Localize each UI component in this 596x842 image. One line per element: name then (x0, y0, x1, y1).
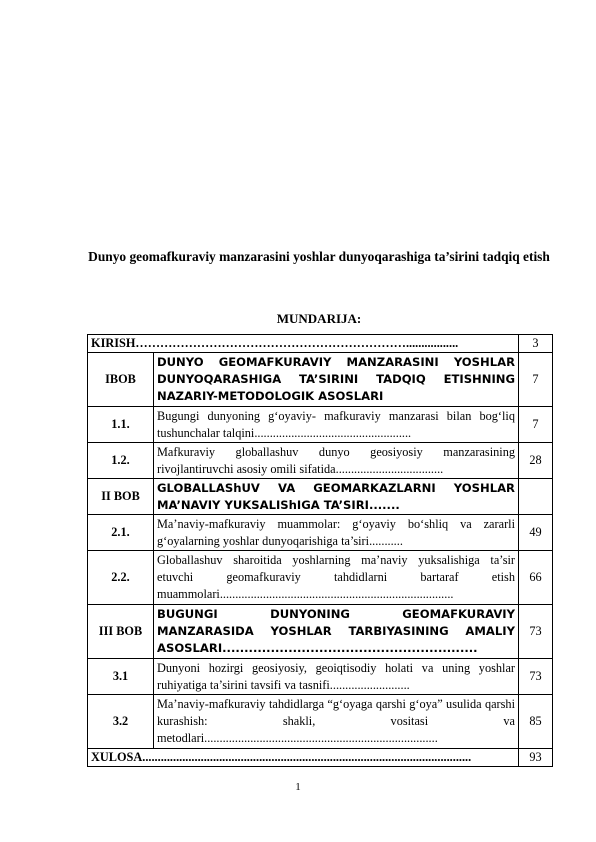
row-number: 2.2. (88, 551, 154, 605)
contents-heading: MUNDARIJA: (276, 311, 362, 326)
row-number: 2.1. (88, 515, 154, 551)
row-number: II BOB (88, 479, 154, 515)
row-page: 73 (519, 659, 553, 695)
toc-row-3-2 (88, 695, 553, 749)
row-title: DUNYO GEOMAFKURAVIY MANZARASINI YOSHLAR DUNYOQARASHIGA TA’SIRINI TADQIQ ETISHNING NAZARIY-METODOLOGIK ASOSLARI (154, 353, 519, 407)
page-number: 1 (295, 781, 301, 793)
row-title: Mafkuraviy globallashuv dunyo geosiyosiy manzarasining rivojlantiruvchi asosiy omili sifatida................................... (154, 443, 519, 479)
intro-label: KIRISH…………………………………………………………................. (88, 335, 519, 353)
toc-row-1-2 (88, 443, 553, 479)
toc-row-conclusion (88, 749, 553, 767)
row-number: IBOB (88, 353, 154, 407)
row-number: 3.1 (88, 659, 154, 695)
row-page: 73 (519, 605, 553, 659)
row-number: 1.1. (88, 407, 154, 443)
row-title: Globallashuv sharoitida yoshlarning ma’naviy yuksalishiga ta’sir etuvchi geomafkuraviy tahdidlarni bartaraf etish muammolari............................................................................ (154, 551, 519, 605)
toc-row-chapter-2 (88, 479, 553, 515)
row-title: GLOBALLAShUV VA GEOMARKAZLARNI YOSHLAR MA’NAVIY YUKSALIShIGA TA’SIRI....... (154, 479, 519, 515)
row-page: 7 (519, 353, 553, 407)
document-title: Dunyo geomafkuraviy manzarasini yoshlar dunyoqarashiga ta’sirini tadqiq etish (88, 249, 550, 264)
row-page: 28 (519, 443, 553, 479)
toc-row-intro (88, 335, 553, 353)
row-page: 49 (519, 515, 553, 551)
row-title: Dunyoni hozirgi geosiyosiy, geoiqtisodiy holati va uning yoshlar ruhiyatiga ta’sirini tavsifi va tasnifi.......................... (154, 659, 519, 695)
toc-row-2-1 (88, 515, 553, 551)
row-page (519, 479, 553, 515)
toc-row-3-1 (88, 659, 553, 695)
toc-row-chapter-1 (88, 353, 553, 407)
table-of-contents (87, 334, 553, 767)
row-page: 7 (519, 407, 553, 443)
row-number: 3.2 (88, 695, 154, 749)
row-title: BUGUNGI DUNYONING GEOMAFKURAVIY MANZARASIDA YOSHLAR TARBIYASINING AMALIY ASOSLARI.......................................................... (154, 605, 519, 659)
toc-row-2-2 (88, 551, 553, 605)
row-title: Ma’naviy-mafkuraviy tahdidlarga “g‘oyaga qarshi g‘oya” usulida qarshi kurashish: shakli, vositasi va metodlari............................................................................ (154, 695, 519, 749)
row-number: III BOB (88, 605, 154, 659)
row-number: 1.2. (88, 443, 154, 479)
row-title: Bugungi dunyoning g‘oyaviy- mafkuraviy manzarasi bilan bog‘liq tushunchalar talqini................................................... (154, 407, 519, 443)
row-page: 66 (519, 551, 553, 605)
row-page: 85 (519, 695, 553, 749)
row-title: Ma’naviy-mafkuraviy muammolar: g‘oyaviy bo‘shliq va zararli g‘oyalarning yoshlar dunyoqarishiga ta’siri........... (154, 515, 519, 551)
toc-row-1-1 (88, 407, 553, 443)
intro-page: 3 (519, 335, 553, 353)
toc-row-chapter-3 (88, 605, 553, 659)
conclusion-label: XULOSA........................................................................................................... (88, 749, 519, 767)
conclusion-page: 93 (519, 749, 553, 767)
